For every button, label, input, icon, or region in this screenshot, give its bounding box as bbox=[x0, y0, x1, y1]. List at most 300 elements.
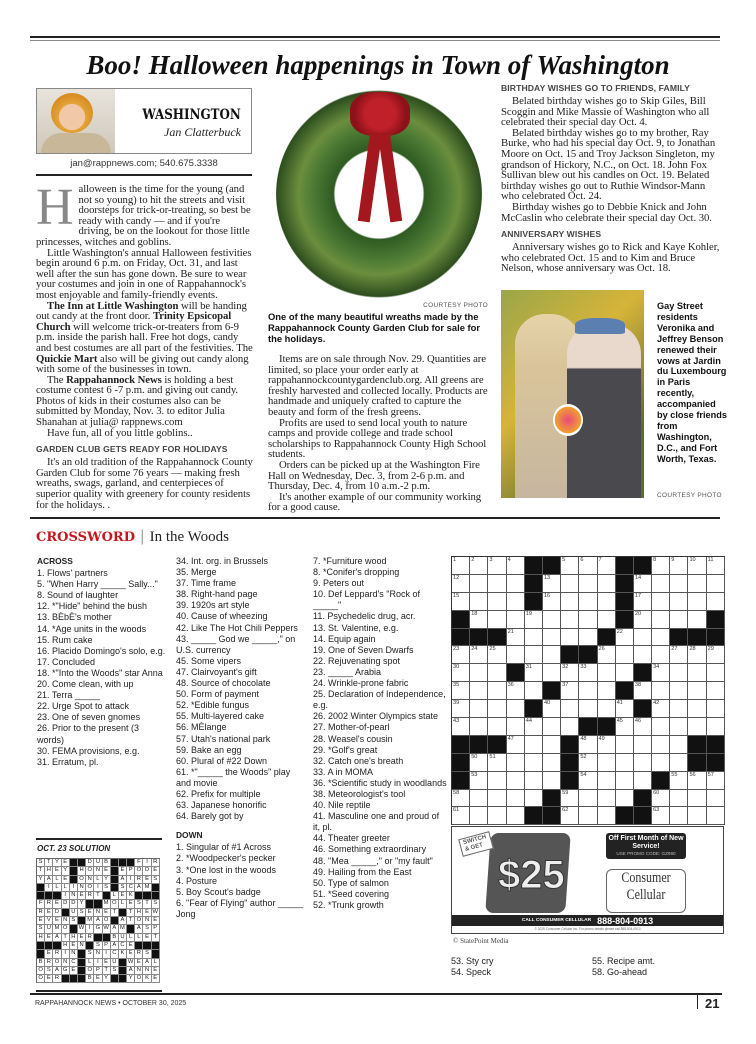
grid-cell[interactable] bbox=[561, 790, 579, 808]
grid-cell[interactable] bbox=[707, 790, 725, 808]
grid-cell[interactable] bbox=[488, 593, 506, 611]
grid-cell[interactable] bbox=[707, 646, 725, 664]
clue: 7. *Furniture wood bbox=[313, 556, 387, 566]
solution-black bbox=[119, 967, 127, 975]
grid-cell[interactable] bbox=[561, 593, 579, 611]
clue: 64. Barely got by bbox=[176, 811, 244, 822]
solution-letter: S bbox=[37, 925, 45, 933]
grid-cell[interactable] bbox=[707, 664, 725, 682]
crossword-title: CROSSWORD | In the Woods bbox=[36, 527, 229, 545]
grid-cell[interactable] bbox=[488, 646, 506, 664]
clue: 16. Placido Domingo's solo, e.g. bbox=[37, 645, 166, 656]
solution-letter: I bbox=[103, 950, 111, 958]
grid-cell[interactable] bbox=[670, 700, 688, 718]
solution-letter: N bbox=[62, 917, 70, 925]
clue: 42. Like The Hot Chili Peppers bbox=[176, 622, 298, 633]
grid-cell[interactable] bbox=[688, 700, 706, 718]
grid-cell[interactable] bbox=[616, 736, 634, 754]
solution-black bbox=[70, 876, 78, 884]
subhead-birthday: BIRTHDAY WISHES GO TO FRIENDS, FAMILY bbox=[501, 83, 690, 93]
grid-cell[interactable] bbox=[488, 718, 506, 736]
grid-cell[interactable] bbox=[616, 646, 634, 664]
clue: 13. BÈbÈ's mother bbox=[37, 612, 112, 623]
solution-letter: I bbox=[143, 859, 151, 867]
grid-cell[interactable] bbox=[470, 557, 488, 575]
solution-black bbox=[86, 942, 94, 950]
grid-cell[interactable] bbox=[507, 754, 525, 772]
clue-number: 5 bbox=[562, 557, 566, 563]
solution-letter: O bbox=[62, 925, 70, 933]
grid-cell[interactable] bbox=[470, 790, 488, 808]
grid-cell[interactable] bbox=[598, 575, 616, 593]
grid-cell[interactable] bbox=[688, 664, 706, 682]
grid-cell[interactable] bbox=[470, 772, 488, 790]
grid-cell[interactable] bbox=[598, 664, 616, 682]
footer-divider bbox=[697, 993, 698, 1009]
grid-cell[interactable] bbox=[543, 664, 561, 682]
clue-number: 37 bbox=[562, 682, 569, 689]
grid-cell[interactable] bbox=[452, 646, 470, 664]
grid-cell[interactable] bbox=[525, 754, 543, 772]
grid-cell[interactable] bbox=[634, 646, 652, 664]
solution-grid bbox=[36, 858, 160, 983]
grid-cell[interactable] bbox=[579, 700, 597, 718]
grid-cell[interactable] bbox=[616, 700, 634, 718]
grid-cell[interactable] bbox=[525, 629, 543, 647]
grid-cell[interactable] bbox=[470, 593, 488, 611]
clue: 8. *Conifer's dropping bbox=[313, 567, 400, 578]
grid-cell[interactable] bbox=[488, 664, 506, 682]
grid-cell[interactable] bbox=[598, 611, 616, 629]
black-square bbox=[561, 736, 579, 754]
solution-letter: E bbox=[37, 917, 45, 925]
black-square bbox=[543, 807, 561, 825]
grid-cell[interactable] bbox=[470, 700, 488, 718]
grid-cell[interactable] bbox=[452, 807, 470, 825]
grid-cell[interactable] bbox=[507, 772, 525, 790]
grid-cell[interactable] bbox=[507, 736, 525, 754]
grid-cell[interactable] bbox=[598, 557, 616, 575]
solution-letter: E bbox=[103, 909, 111, 917]
clue-number: 55 bbox=[671, 771, 678, 778]
solution-letter: E bbox=[45, 975, 53, 983]
solution-letter: O bbox=[53, 959, 61, 967]
grid-cell[interactable] bbox=[470, 611, 488, 629]
grid-cell[interactable] bbox=[561, 807, 579, 825]
grid-cell[interactable] bbox=[507, 682, 525, 700]
grid-cell[interactable] bbox=[670, 557, 688, 575]
grid-cell[interactable] bbox=[543, 754, 561, 772]
grid-cell[interactable] bbox=[579, 664, 597, 682]
grid-cell[interactable] bbox=[598, 772, 616, 790]
grid-cell[interactable] bbox=[598, 682, 616, 700]
grid-cell[interactable] bbox=[598, 646, 616, 664]
grid-cell[interactable] bbox=[652, 718, 670, 736]
solution-letter: D bbox=[143, 867, 151, 875]
clue-number: 31 bbox=[525, 664, 532, 671]
solution-letter: K bbox=[143, 975, 151, 983]
grid-cell[interactable] bbox=[543, 718, 561, 736]
grid-cell[interactable] bbox=[707, 718, 725, 736]
solution-letter: C bbox=[119, 942, 127, 950]
grid-cell[interactable] bbox=[579, 772, 597, 790]
grid-cell[interactable] bbox=[707, 557, 725, 575]
grid-cell[interactable] bbox=[652, 593, 670, 611]
section-rule bbox=[30, 517, 720, 519]
grid-cell[interactable] bbox=[561, 557, 579, 575]
grid-cell[interactable] bbox=[507, 807, 525, 825]
grid-cell[interactable] bbox=[670, 664, 688, 682]
grid-cell[interactable] bbox=[652, 646, 670, 664]
subhead-anniversary: ANNIVERSARY WISHES bbox=[501, 229, 602, 240]
solution-letter: I bbox=[86, 925, 94, 933]
solution-letter: S bbox=[152, 876, 160, 884]
clue-number: 34 bbox=[653, 664, 660, 671]
grid-cell[interactable] bbox=[543, 593, 561, 611]
article-column-3 bbox=[501, 80, 725, 274]
grid-cell[interactable] bbox=[507, 575, 525, 593]
solution-letter: O bbox=[111, 900, 119, 908]
grid-cell[interactable] bbox=[525, 611, 543, 629]
solution-letter: I bbox=[94, 959, 102, 967]
grid-cell[interactable] bbox=[470, 664, 488, 682]
grid-cell[interactable] bbox=[707, 682, 725, 700]
solution-black bbox=[94, 934, 102, 942]
grid-cell[interactable] bbox=[688, 575, 706, 593]
grid-cell[interactable] bbox=[488, 557, 506, 575]
grid-cell[interactable] bbox=[616, 664, 634, 682]
grid-cell[interactable] bbox=[561, 664, 579, 682]
grid-cell[interactable] bbox=[525, 736, 543, 754]
grid-cell[interactable] bbox=[561, 682, 579, 700]
grid-cell[interactable] bbox=[688, 790, 706, 808]
grid-cell[interactable] bbox=[670, 754, 688, 772]
grid-cell[interactable] bbox=[488, 700, 506, 718]
grid-cell[interactable] bbox=[652, 807, 670, 825]
clue: 5. "When Harry _____ Sally..." bbox=[37, 579, 158, 590]
grid-cell[interactable] bbox=[579, 557, 597, 575]
ad-phone[interactable]: 888-804-0913 bbox=[597, 915, 654, 926]
grid-cell[interactable] bbox=[525, 718, 543, 736]
solution-letter: V bbox=[45, 917, 53, 925]
clue: 9. Peters out bbox=[313, 578, 365, 589]
solution-letter: O bbox=[86, 867, 94, 875]
grid-cell[interactable] bbox=[525, 664, 543, 682]
grid-cell[interactable] bbox=[507, 700, 525, 718]
grid-cell[interactable] bbox=[634, 611, 652, 629]
grid-cell[interactable] bbox=[634, 754, 652, 772]
grid-cell[interactable] bbox=[688, 682, 706, 700]
solution-letter: E bbox=[127, 942, 135, 950]
grid-cell[interactable] bbox=[688, 557, 706, 575]
grid-cell[interactable] bbox=[634, 682, 652, 700]
grid-cell[interactable] bbox=[634, 736, 652, 754]
black-square bbox=[488, 629, 506, 647]
grid-cell[interactable] bbox=[470, 807, 488, 825]
grid-cell[interactable] bbox=[470, 575, 488, 593]
clue: 17. Concluded bbox=[37, 656, 96, 667]
grid-cell[interactable] bbox=[579, 807, 597, 825]
crossword-label: CROSSWORD bbox=[36, 530, 135, 545]
solution-letter: E bbox=[62, 859, 70, 867]
grid-cell[interactable] bbox=[707, 575, 725, 593]
drop-cap: H bbox=[36, 179, 74, 236]
clue-number: 3 bbox=[489, 557, 493, 563]
grid-cell[interactable] bbox=[470, 754, 488, 772]
grid-cell[interactable] bbox=[616, 718, 634, 736]
grid-cell[interactable] bbox=[579, 629, 597, 647]
solution-letter: U bbox=[119, 934, 127, 942]
grid-cell[interactable] bbox=[652, 664, 670, 682]
grid-cell[interactable] bbox=[579, 575, 597, 593]
grid-cell[interactable] bbox=[507, 611, 525, 629]
grid-cell[interactable] bbox=[525, 682, 543, 700]
paragraph: Little Washington's annual Halloween festivities begin around 6 p.m. on Friday, Oct. 31, and last well after the sun has gone down. Be sure to wear your costumes and join in one of Rappahannock's most enjoyable and family-friendly events. bbox=[36, 246, 252, 301]
bouquet-icon bbox=[553, 404, 583, 436]
grid-cell[interactable] bbox=[670, 593, 688, 611]
solution-letter: R bbox=[152, 859, 160, 867]
grid-cell[interactable] bbox=[470, 718, 488, 736]
crossword-grid bbox=[451, 556, 725, 825]
grid-cell[interactable] bbox=[616, 629, 634, 647]
grid-cell[interactable] bbox=[452, 575, 470, 593]
grid-cell[interactable] bbox=[707, 593, 725, 611]
solution-black bbox=[37, 950, 45, 958]
grid-cell[interactable] bbox=[452, 700, 470, 718]
grid-cell[interactable] bbox=[598, 754, 616, 772]
grid-cell[interactable] bbox=[598, 593, 616, 611]
solution-black bbox=[62, 909, 70, 917]
grid-cell[interactable] bbox=[652, 700, 670, 718]
solution-letter: L bbox=[152, 959, 160, 967]
clue-number: 51 bbox=[489, 753, 496, 760]
solution-letter: E bbox=[78, 934, 86, 942]
grid-cell[interactable] bbox=[488, 754, 506, 772]
grid-cell[interactable] bbox=[670, 718, 688, 736]
grid-cell[interactable] bbox=[707, 807, 725, 825]
grid-cell[interactable] bbox=[670, 736, 688, 754]
grid-cell[interactable] bbox=[507, 718, 525, 736]
grid-cell[interactable] bbox=[688, 646, 706, 664]
grid-cell[interactable] bbox=[470, 682, 488, 700]
grid-cell[interactable] bbox=[452, 682, 470, 700]
black-square bbox=[634, 807, 652, 825]
grid-cell[interactable] bbox=[561, 575, 579, 593]
grid-cell[interactable] bbox=[452, 718, 470, 736]
clue: 57. Utah's national park bbox=[176, 733, 271, 744]
grid-cell[interactable] bbox=[616, 754, 634, 772]
grid-cell[interactable] bbox=[452, 593, 470, 611]
clue-number: 49 bbox=[598, 735, 605, 742]
grid-cell[interactable] bbox=[579, 611, 597, 629]
grid-cell[interactable] bbox=[452, 664, 470, 682]
grid-cell[interactable] bbox=[488, 575, 506, 593]
grid-cell[interactable] bbox=[488, 682, 506, 700]
grid-cell[interactable] bbox=[634, 718, 652, 736]
clue-number: 50 bbox=[471, 753, 478, 760]
clue: 14. Equip again bbox=[313, 633, 376, 644]
black-square bbox=[707, 754, 725, 772]
clue: 40. Nile reptile bbox=[313, 800, 371, 811]
solution-letter: A bbox=[119, 917, 127, 925]
solution-letter: L bbox=[86, 959, 94, 967]
grid-cell[interactable] bbox=[543, 575, 561, 593]
clue: 52. *Trunk growth bbox=[313, 899, 384, 910]
grid-cell[interactable] bbox=[579, 593, 597, 611]
clue: 22. Urge Spot to attack bbox=[37, 701, 130, 712]
grid-cell[interactable] bbox=[525, 646, 543, 664]
grid-cell[interactable] bbox=[488, 772, 506, 790]
grid-cell[interactable] bbox=[561, 629, 579, 647]
grid-cell[interactable] bbox=[688, 593, 706, 611]
black-square bbox=[452, 629, 470, 647]
grid-cell[interactable] bbox=[543, 629, 561, 647]
grid-cell[interactable] bbox=[652, 557, 670, 575]
clue-number: 44 bbox=[525, 718, 532, 725]
clue: 12. *"Hide" behind the bush bbox=[37, 601, 147, 612]
grid-cell[interactable] bbox=[598, 807, 616, 825]
solution-letter: M bbox=[53, 925, 61, 933]
clue-number: 46 bbox=[634, 718, 642, 725]
grid-cell[interactable] bbox=[507, 593, 525, 611]
solution-letter: N bbox=[78, 884, 86, 892]
grid-cell[interactable] bbox=[652, 682, 670, 700]
grid-cell[interactable] bbox=[579, 736, 597, 754]
grid-cell[interactable] bbox=[579, 754, 597, 772]
grid-cell[interactable] bbox=[707, 700, 725, 718]
grid-cell[interactable] bbox=[634, 575, 652, 593]
grid-cell[interactable] bbox=[507, 557, 525, 575]
wreath-photo bbox=[268, 88, 490, 300]
grid-cell[interactable] bbox=[452, 557, 470, 575]
grid-cell[interactable] bbox=[634, 772, 652, 790]
grid-cell[interactable] bbox=[525, 790, 543, 808]
black-square bbox=[634, 557, 652, 575]
clue-number: 30 bbox=[453, 664, 460, 671]
grid-cell[interactable] bbox=[652, 629, 670, 647]
solution-letter: A bbox=[45, 876, 53, 884]
grid-cell[interactable] bbox=[598, 736, 616, 754]
grid-cell[interactable] bbox=[652, 611, 670, 629]
clue-number: 7 bbox=[598, 557, 602, 563]
paragraph: Anniversary wishes go to Rick and Kaye Kohler, who celebrated Oct. 15 and to Kim and Bruce Nelson, whose anniversary was Oct. 18. bbox=[501, 241, 720, 275]
grid-cell[interactable] bbox=[598, 700, 616, 718]
black-square bbox=[707, 629, 725, 647]
down-clues-3 bbox=[451, 956, 581, 978]
grid-cell[interactable] bbox=[670, 790, 688, 808]
solution-letter: A bbox=[143, 959, 151, 967]
black-square bbox=[652, 772, 670, 790]
grid-cell[interactable] bbox=[561, 718, 579, 736]
grid-cell[interactable] bbox=[452, 790, 470, 808]
grid-cell[interactable] bbox=[670, 575, 688, 593]
solution-letter: Y bbox=[103, 876, 111, 884]
solution-black bbox=[143, 942, 151, 950]
grid-cell[interactable] bbox=[688, 611, 706, 629]
clue: 59. Bake an egg bbox=[176, 744, 242, 755]
solution-letter: I bbox=[45, 884, 53, 892]
solution-letter: I bbox=[62, 950, 70, 958]
clue-number: 15 bbox=[453, 592, 460, 599]
clue-number: 16 bbox=[543, 592, 551, 599]
grid-cell[interactable] bbox=[670, 807, 688, 825]
grid-cell[interactable] bbox=[616, 790, 634, 808]
grid-cell[interactable] bbox=[634, 593, 652, 611]
solution-letter: O bbox=[78, 876, 86, 884]
grid-cell[interactable] bbox=[670, 682, 688, 700]
grid-cell[interactable] bbox=[488, 807, 506, 825]
grid-cell[interactable] bbox=[507, 790, 525, 808]
clue: 62. Prefix for multiple bbox=[176, 788, 261, 799]
grid-cell[interactable] bbox=[561, 611, 579, 629]
clue: 34. Int. org. in Brussels bbox=[176, 556, 269, 566]
solution-black bbox=[53, 942, 61, 950]
clue-number: 41 bbox=[616, 700, 623, 707]
grid-cell[interactable] bbox=[652, 790, 670, 808]
grid-cell[interactable] bbox=[688, 772, 706, 790]
solution-letter: L bbox=[53, 876, 61, 884]
clue: 54. Speck bbox=[451, 967, 492, 978]
solution-black bbox=[78, 975, 86, 983]
grid-cell[interactable] bbox=[652, 736, 670, 754]
grid-cell[interactable] bbox=[652, 575, 670, 593]
clue: 47. Clairvoyant's gift bbox=[176, 666, 257, 677]
clue: 55. Recipe amt. bbox=[592, 956, 656, 966]
grid-cell[interactable] bbox=[616, 772, 634, 790]
grid-cell[interactable] bbox=[652, 754, 670, 772]
ad-credit: © StatePoint Media bbox=[453, 937, 509, 945]
solution-letter: A bbox=[53, 934, 61, 942]
grid-cell[interactable] bbox=[470, 646, 488, 664]
grid-cell[interactable] bbox=[543, 700, 561, 718]
clue-number: 24 bbox=[471, 646, 478, 653]
grid-cell[interactable] bbox=[543, 611, 561, 629]
solution-letter: O bbox=[135, 975, 143, 983]
grid-cell[interactable] bbox=[688, 718, 706, 736]
solution-letter: O bbox=[37, 975, 45, 983]
solution-letter: W bbox=[78, 925, 86, 933]
solution-black bbox=[45, 892, 53, 900]
clue: 26. Prior to the present (3 words) bbox=[37, 723, 140, 745]
grid-cell[interactable] bbox=[561, 700, 579, 718]
solution-letter: E bbox=[143, 876, 151, 884]
paragraph: The Inn at Little Washington will be handing out candy at the front door. Trinity Epsicopal Church will welcome trick-or-treaters from 6-9 p.m. inside the parish hall. Free hot dogs, candy and best costumes are all part of the festivities. The Quickie Mart also will be giving out candy along with some of the businesses in town. bbox=[36, 299, 253, 376]
grid-cell[interactable] bbox=[543, 646, 561, 664]
solution-letter: R bbox=[135, 950, 143, 958]
column-header bbox=[36, 88, 252, 154]
grid-cell[interactable] bbox=[579, 790, 597, 808]
grid-cell[interactable] bbox=[670, 646, 688, 664]
solution-letter: N bbox=[135, 967, 143, 975]
grid-cell[interactable] bbox=[507, 646, 525, 664]
grid-cell[interactable] bbox=[525, 772, 543, 790]
grid-cell[interactable] bbox=[507, 629, 525, 647]
grid-cell[interactable] bbox=[634, 629, 652, 647]
grid-cell[interactable] bbox=[488, 611, 506, 629]
grid-cell[interactable] bbox=[543, 772, 561, 790]
grid-cell[interactable] bbox=[688, 807, 706, 825]
grid-cell[interactable] bbox=[670, 611, 688, 629]
grid-cell[interactable] bbox=[488, 790, 506, 808]
solution-black bbox=[37, 942, 45, 950]
grid-cell[interactable] bbox=[543, 736, 561, 754]
grid-cell[interactable] bbox=[598, 790, 616, 808]
solution-letter: L bbox=[135, 934, 143, 942]
solution-letter: R bbox=[86, 892, 94, 900]
grid-cell[interactable] bbox=[579, 682, 597, 700]
grid-cell[interactable] bbox=[670, 772, 688, 790]
grid-cell[interactable] bbox=[707, 772, 725, 790]
